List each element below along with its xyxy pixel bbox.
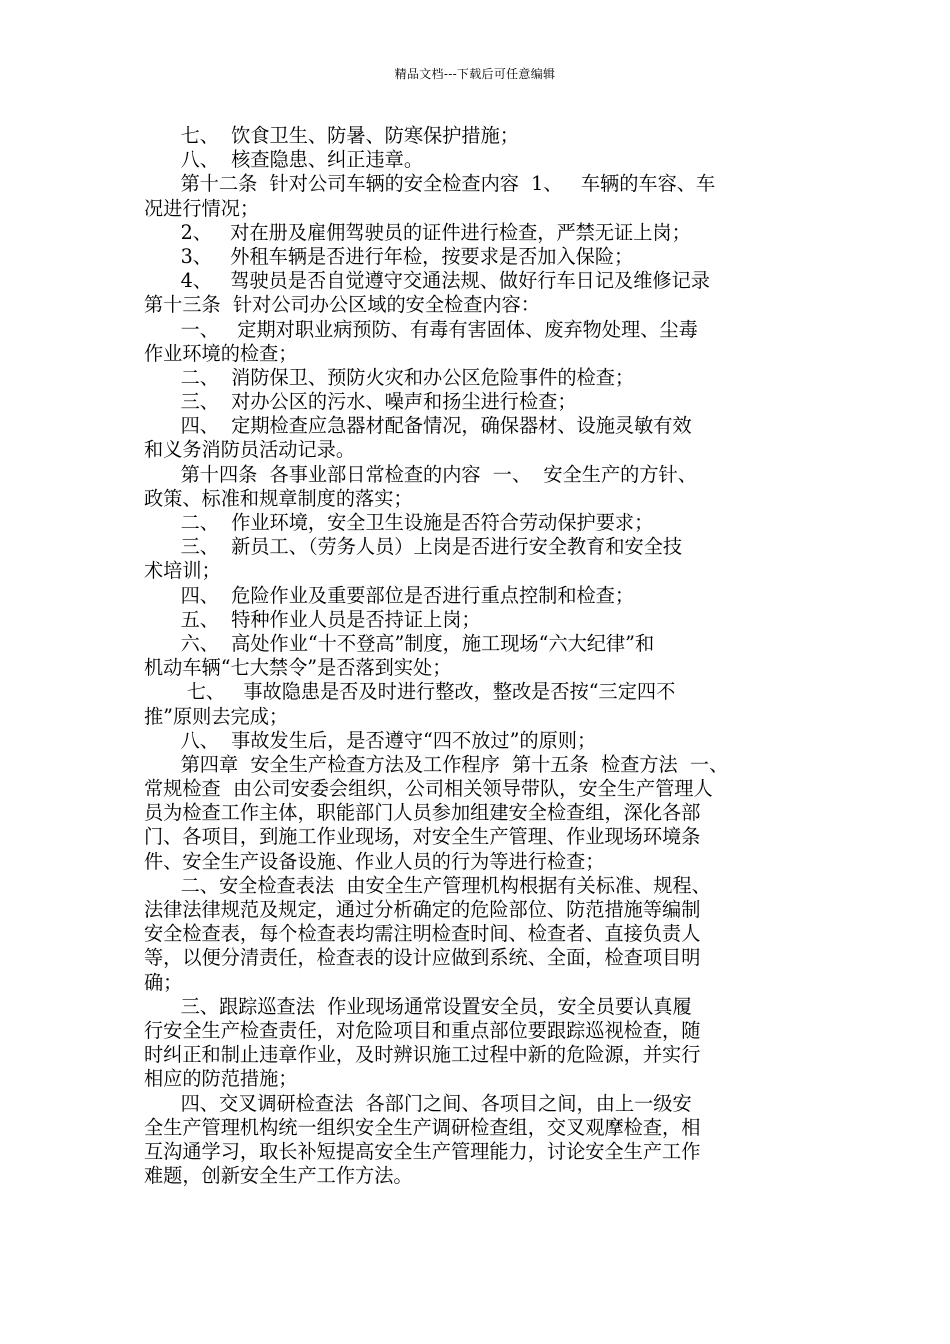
text-line: 件、安全生产设备设施、作业人员的行为等进行检查； — [144, 849, 605, 873]
text-line: 全生产管理机构统一组织安全生产调研检查组，交叉观摩检查，相 — [144, 1115, 701, 1139]
text-line: 第四章 安全生产检查方法及工作程序 第十五条 检查方法 一、 — [144, 752, 729, 776]
text-line: 门、各项目，到施工作业现场，对安全生产管理、作业现场环境条 — [144, 825, 701, 849]
text-line: 二、 消防保卫、预防火灾和办公区危险事件的检查； — [144, 365, 635, 389]
text-line: 八、 核查隐患、纠正违章。 — [144, 148, 424, 172]
text-line: 作业环境的检查； — [144, 341, 298, 365]
text-line: 法律法律规范及规定，通过分析确定的危险部位、防范措施等编制 — [144, 898, 701, 921]
document-body — [144, 124, 814, 1188]
text-line: 时纠正和制止违章作业，及时辨识施工过程中新的危险源，并实行 — [144, 1043, 701, 1067]
page-header: 精品文档---下载后可任意编辑 — [394, 67, 556, 81]
text-line: 等，以便分清责任，检查表的设计应做到系统、全面，检查项目明 — [144, 946, 701, 970]
text-line: 四、交叉调研检查法 各部门之间、各项目之间，由上一级安 — [144, 1091, 692, 1115]
text-line: 三、 对办公区的污水、噪声和扬尘进行检查； — [144, 390, 577, 414]
text-line: 2、 对在册及雇佣驾驶员的证件进行检查，严禁无证上岗； — [144, 220, 691, 244]
text-line: 第十三条 针对公司办公区域的安全检查内容： — [144, 293, 540, 317]
text-line: 安全检查表，每个检查表均需注明检查时间、检查者、直接负责人 — [144, 922, 701, 946]
text-line: 常规检查 由公司安委会组织，公司相关领导带队，安全生产管理人 — [144, 777, 713, 801]
text-line: 第十二条 针对公司车辆的安全检查内容 1、 车辆的车容、车 — [144, 172, 716, 196]
text-line: 三、 新员工、（劳务人员）上岗是否进行安全教育和安全技 — [144, 535, 683, 559]
text-line: 推”原则去完成； — [144, 704, 289, 728]
text-line: 术培训； — [144, 559, 221, 583]
text-line: 一、 定期对职业病预防、有毒有害固体、废弃物处理、尘毒 — [144, 317, 698, 341]
text-line: 三、跟踪巡查法 作业现场通常设置安全员，安全员要认真履 — [144, 994, 692, 1018]
text-line: 第十四条 各事业部日常检查的内容 一、 安全生产的方针、 — [144, 462, 697, 486]
text-line: 四、 危险作业及重要部位是否进行重点控制和检查； — [144, 583, 635, 607]
text-line: 五、 特种作业人员是否持证上岗； — [144, 607, 481, 631]
text-line: 况进行情况； — [144, 196, 260, 220]
text-line: 八、 事故发生后，是否遵守“四不放过”的原则； — [144, 728, 597, 752]
text-line: 确； — [144, 970, 183, 994]
text-line: 二、 作业环境，安全卫生设施是否符合劳动保护要求； — [144, 511, 654, 534]
text-line: 四、 定期检查应急器材配备情况，确保器材、设施灵敏有效 — [144, 414, 692, 438]
text-line: 相应的防范措施； — [144, 1067, 298, 1091]
text-line: 机动车辆“七大禁令”是否落到实处； — [144, 656, 452, 680]
text-line: 六、 高处作业“十不登高”制度，施工现场“六大纪律”和 — [144, 631, 655, 655]
text-line: 七、 饮食卫生、防暑、防寒保护措施； — [144, 124, 519, 147]
text-line: 行安全生产检查责任，对危险项目和重点部位要跟踪巡视检查，随 — [144, 1018, 701, 1042]
text-line: 七、 事故隐患是否及时进行整改，整改是否按“三定四不 — [144, 680, 676, 704]
text-line: 难题，创新安全生产工作方法。 — [144, 1164, 413, 1188]
text-line: 员为检查工作主体，职能部门人员参加组建安全检查组，深化各部 — [144, 801, 701, 825]
text-line: 4、 驾驶员是否自觉遵守交通法规、做好行车日记及维修记录 — [144, 269, 710, 293]
text-line: 3、 外租车辆是否进行年检，按要求是否加入保险； — [144, 244, 634, 268]
text-line: 和义务消防员活动记录。 — [144, 438, 356, 462]
text-line: 政策、标准和规章制度的落实； — [144, 486, 413, 510]
text-line: 二、安全检查表法 由安全生产管理机构根据有关标准、规程、 — [144, 873, 711, 897]
text-line: 互沟通学习，取长补短提高安全生产管理能力，讨论安全生产工作 — [144, 1139, 701, 1163]
